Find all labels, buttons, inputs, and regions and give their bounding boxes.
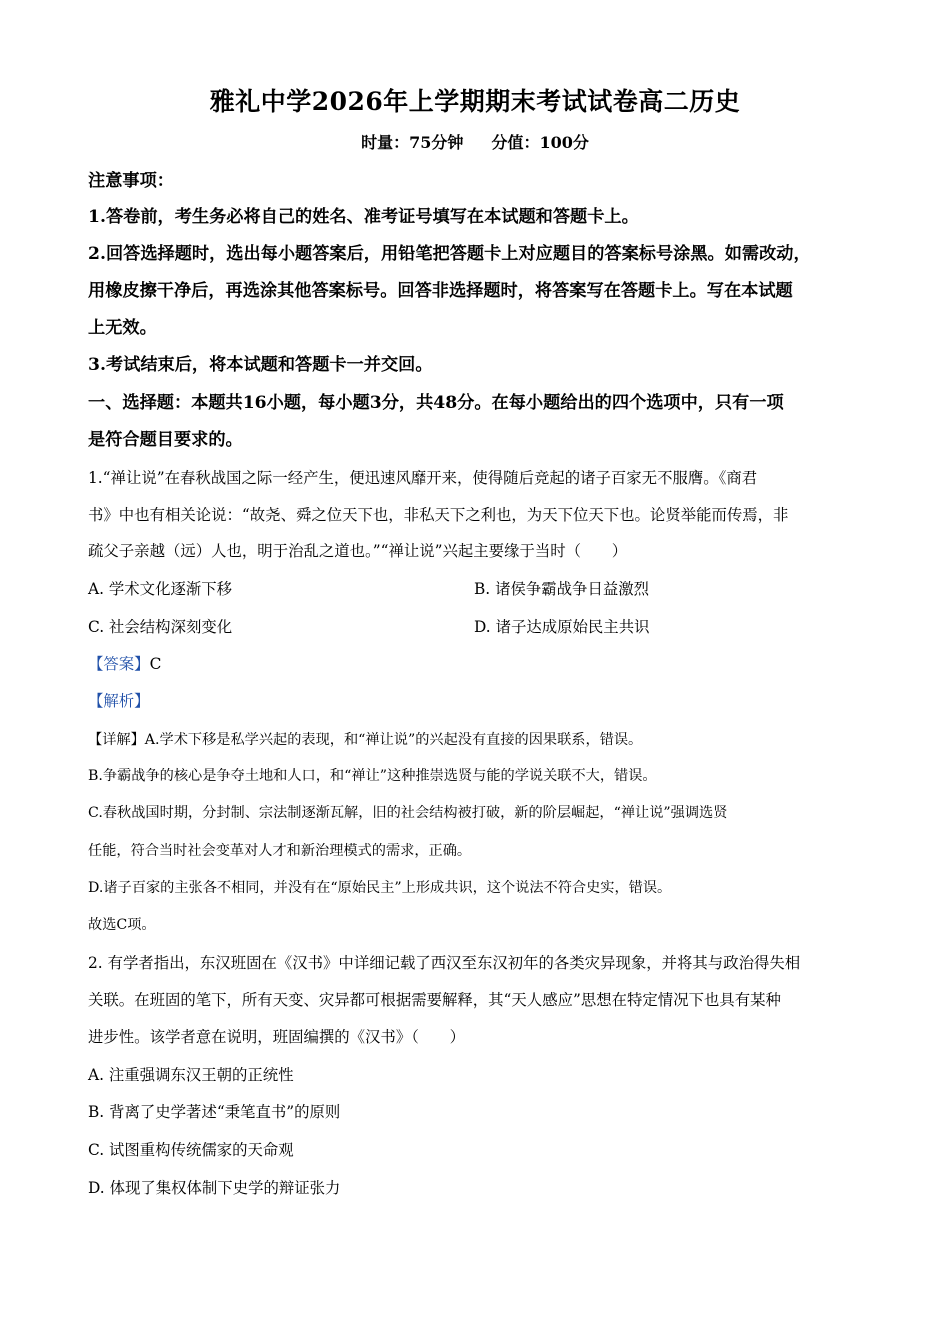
option-c: C. 社会结构深刻变化 [88, 618, 233, 636]
notice-line: 2.回答选择题时，选出每小题答案后，用铅笔把答题卡上对应题目的答案标号涂黑。如需改动， [88, 244, 811, 264]
option-c: C. 试图重构传统儒家的天命观 [88, 1141, 294, 1159]
answer-label: 【答案】 [88, 655, 150, 673]
detail-line: C.春秋战国时期，分封制、宗法制逐渐瓦解，旧的社会结构被打破，新的阶层崛起，“禅让说”强调选贤 [88, 805, 728, 821]
question-stem: 书》中也有相关论说：“故尧、舜之位天下也，非私天下之利也，为天下位天下也。论贤举能而传焉，非 [88, 506, 789, 524]
option-a: A. 注重强调东汉王朝的正统性 [88, 1066, 294, 1084]
notice-heading: 注意事项： [88, 171, 174, 191]
time-limit: 时量：75分钟 [361, 133, 464, 152]
detail-line: 任能，符合当时社会变革对人才和新治理模式的需求，正确。 [88, 843, 472, 859]
detail-text: A.学术下移是私学兴起的表现，和“禅让说”的兴起没有直接的因果联系，错误。 [144, 732, 643, 748]
question-stem: 疏父子亲越（远）人也，明于治乱之道也。”“禅让说”兴起主要缘于当时（ ） [88, 542, 628, 560]
total-score: 分值：100分 [491, 133, 589, 152]
detail-line: 故选C项。 [88, 917, 156, 933]
option-b: B. 背离了史学著述“秉笔直书”的原则 [88, 1103, 341, 1121]
option-d: D. 体现了集权体制下史学的辩证张力 [88, 1179, 341, 1197]
detail-line: B.争霸战争的核心是争夺土地和人口，和“禅让”这种推崇选贤与能的学说关联不大，错误。 [88, 768, 657, 784]
page-title: 雅礼中学2026年上学期期末考试试卷高二历史 [209, 87, 741, 116]
notice-line: 用橡皮擦干净后，再选涂其他答案标号。回答非选择题时，将答案写在答题卡上。写在本试题 [88, 281, 793, 301]
option-b: B. 诸侯争霸战争日益激烈 [474, 580, 650, 598]
question-stem: 2. 有学者指出，东汉班固在《汉书》中详细记载了西汉至东汉初年的各类灾异现象，并将其与政治得失相 [88, 954, 801, 972]
exam-meta [0, 130, 950, 153]
detail-line [88, 729, 878, 751]
section-heading: 一、选择题：本题共16小题，每小题3分，共48分。在每小题给出的四个选项中，只有一项 [88, 393, 784, 413]
question-stem: 关联。在班固的笔下，所有天变、灾异都可根据需要解释，其“天人感应”思想在特定情况下也具有某种 [88, 991, 781, 1009]
notice-line: 3.考试结束后，将本试题和答题卡一并交回。 [88, 355, 433, 375]
question-stem: 进步性。该学者意在说明，班固编撰的《汉书》（ ） [88, 1028, 466, 1046]
answer-value: C [149, 655, 162, 673]
question-stem: 1.“禅让说”在春秋战国之际一经产生，便迅速风靡开来，使得随后竞起的诸子百家无不服膺。《商君 [88, 469, 758, 487]
answer [88, 653, 878, 675]
detail-line: D.诸子百家的主张各不相同，并没有在“原始民主”上形成共识，这个说法不符合史实，错误。 [88, 880, 672, 896]
analysis-label: 【解析】 [88, 692, 150, 710]
section-heading: 是符合题目要求的。 [88, 430, 243, 450]
option-d: D. 诸子达成原始民主共识 [474, 618, 650, 636]
option-a: A. 学术文化逐渐下移 [88, 580, 233, 598]
detail-label: 【详解】 [88, 732, 145, 748]
notice-line: 上无效。 [88, 318, 157, 338]
notice-line: 1.答卷前，考生务必将自己的姓名、准考证号填写在本试题和答题卡上。 [88, 207, 639, 227]
